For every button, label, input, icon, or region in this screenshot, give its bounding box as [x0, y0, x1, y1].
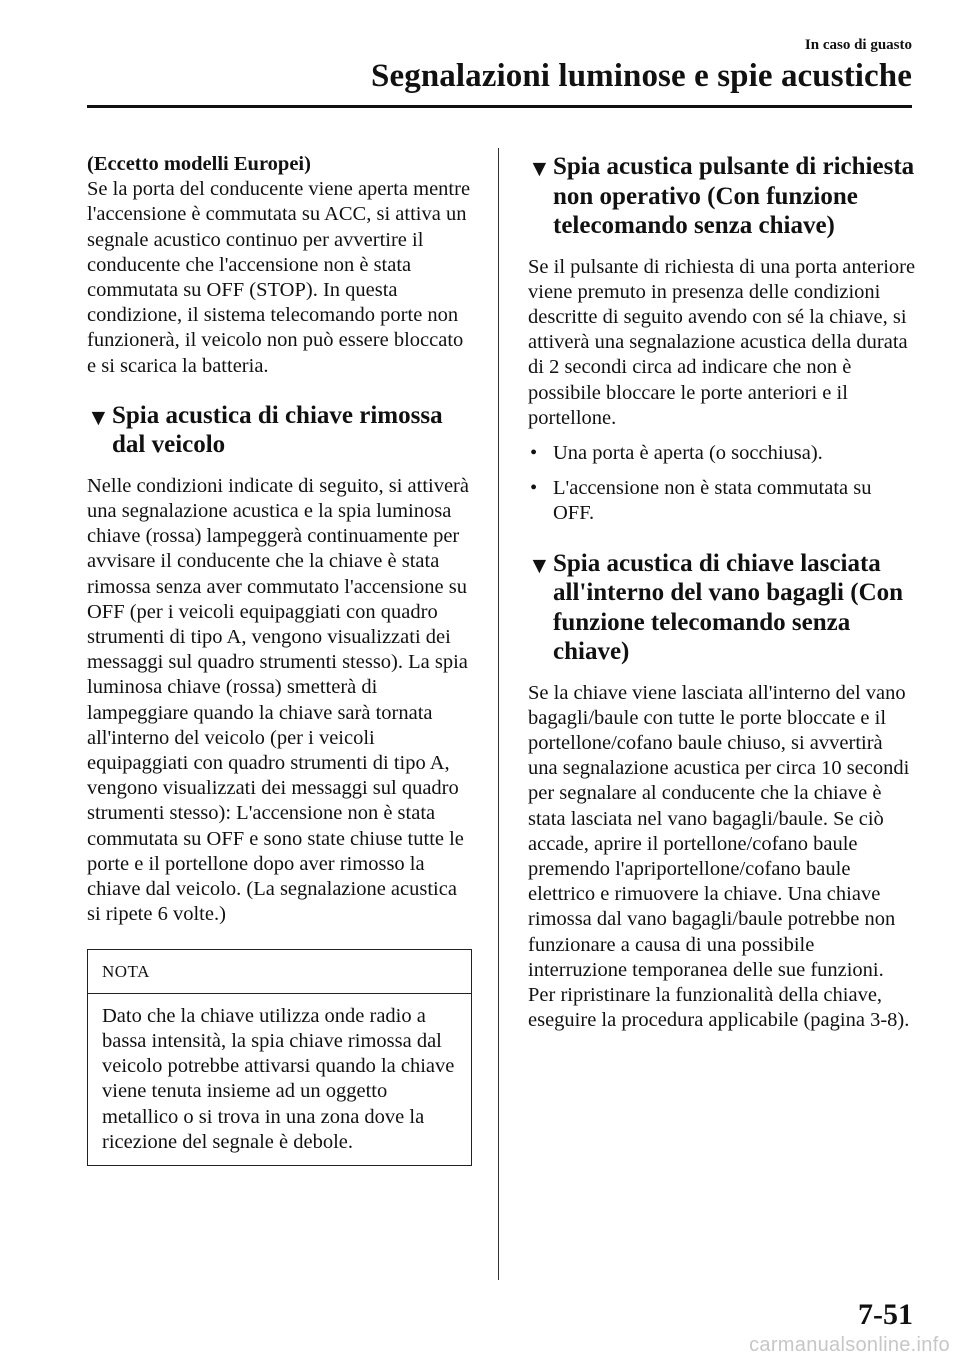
note-box	[87, 949, 472, 1165]
bullet-text: L'accensione non è stata commutata su OFF.	[553, 477, 872, 525]
section-label: In caso di guasto	[804, 37, 912, 53]
triangle-marker-icon: ▼	[528, 156, 551, 181]
bullet-icon: •	[530, 441, 538, 464]
paragraph-acc-warning: Se la porta del conducente viene aperta mentre l'accensione è commutata su ACC, si attiva un segnale acustico continuo per avvertire il conducente che l'accensione non è stata commutata su OFF (STOP). In questa condizione, il sistema telecomando porte non funzionerà, il veicolo non può essere bloccato e si scarica la batteria.	[87, 178, 471, 377]
bullet-icon: •	[530, 477, 538, 500]
chapter-title: Segnalazioni luminose e spie acustiche	[371, 58, 912, 94]
subheading-europe: (Eccetto modelli Europei)	[87, 153, 311, 175]
list-item	[528, 441, 916, 466]
heading-key-removed	[87, 401, 472, 460]
note-text: Dato che la chiave utilizza onde radio a bassa intensità, la spia chiave rimossa dal veicolo potrebbe attivarsi quando la chiave viene tenuta insieme ad un oggetto metallico o si trova in una zona dove la ricezione del segnale è debole.	[102, 1004, 455, 1153]
paragraph-key-removed: Nelle condizioni indicate di seguito, si attiverà una segnalazione acustica e la spia luminosa chiave (rossa) lampeggerà continuamente per avvisare il conducente che la chiave è stata rimossa senza aver commutato l'accensione su OFF (per i veicoli equipaggiati con quadro strumenti di tipo A, vengono visualizzati dei messaggi sul quadro strumenti stesso). La spia luminosa chiave (rossa) smetterà di lampeggiare quando la chiave sarà tornata all'interno del veicolo (per i veicoli equipaggiati con quadro strumenti di tipo A, vengono visualizzati dei messaggi sul quadro strumenti stesso): L'accensione non è stata commutata su OFF e sono state chiuse tutte le porte e il portellone dopo aver rimosso la chiave dal veicolo. (La segnalazione acustica si ripete 6 volte.)	[87, 474, 469, 926]
left-column	[87, 152, 472, 1166]
paragraph-request-switch: Se il pulsante di richiesta di una porta anteriore viene premuto in presenza delle condizioni descritte di seguito avendo con sé la chiave, si attiverà una segnalazione acustica della durata di 2 secondi circa ad indicare che non è possibile bloccare le porte anteriori e il portellone.	[528, 255, 916, 429]
triangle-marker-icon: ▼	[528, 552, 551, 578]
right-column	[528, 152, 916, 1033]
heading-request-switch-text: Spia acustica pulsante di richiesta non operativo (Con funzione telecomando senza chiave)	[553, 153, 915, 239]
column-divider	[498, 148, 499, 1280]
triangle-marker-icon: ▼	[87, 404, 110, 430]
heading-key-in-luggage-text: Spia acustica di chiave lasciata all'interno del vano bagagli (Con funzione telecomando senza chiave)	[553, 549, 904, 666]
heading-key-in-luggage	[528, 549, 916, 667]
note-label: NOTA	[88, 950, 471, 993]
header-rule	[87, 105, 912, 108]
paragraph-key-in-luggage: Se la chiave viene lasciata all'interno del vano bagagli/baule con tutte le porte bloccate e il portellone/cofano baule chiuso, si avvertirà una segnalazione acustica per circa 10 secondi per segnalare al conducente che la chiave è stata lasciata nel vano bagagli/baule. Se ciò accade, aprire il portellone/cofano baule premendo l'apriportellone/cofano baule elettrico e rimuovere la chiave. Una chiave rimossa dal vano bagagli/baule potrebbe non funzionare a causa di una possibile interruzione temporanea delle sue funzioni. Per ripristinare la funzionalità della chiave, eseguire la procedura applicabile (pagina 3-8).	[528, 681, 910, 1032]
heading-key-removed-text: Spia acustica di chiave rimossa dal veicolo	[112, 401, 443, 459]
bullet-text: Una porta è aperta (o socchiusa).	[553, 441, 823, 464]
page-number: 7-51	[858, 1298, 913, 1331]
heading-request-switch	[528, 152, 916, 241]
watermark: carmanualsonline.info	[749, 1334, 950, 1356]
page-header	[371, 36, 912, 96]
list-item	[528, 476, 916, 526]
